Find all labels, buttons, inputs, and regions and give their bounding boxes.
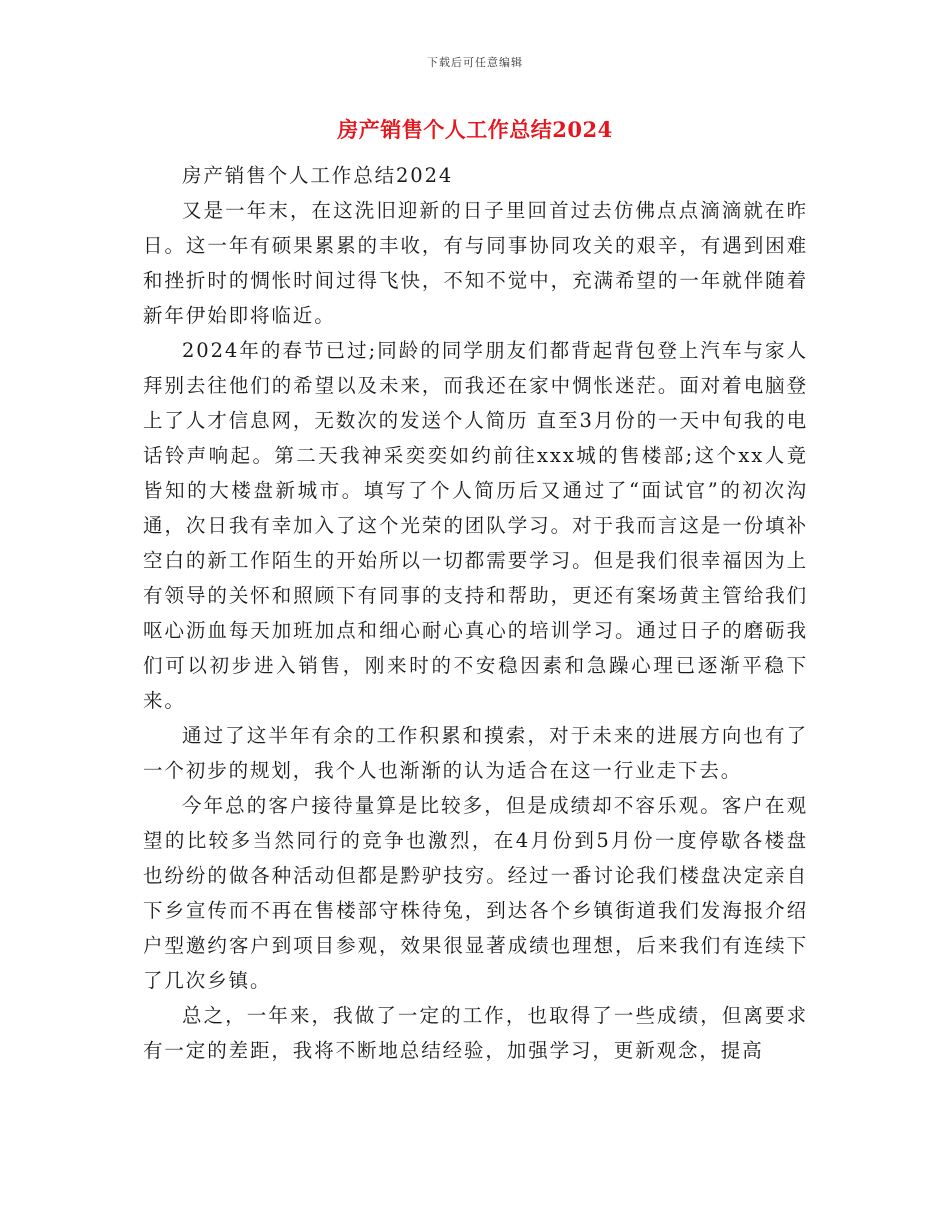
document-body bbox=[143, 158, 808, 1068]
body-paragraph: 总之，一年来，我做了一定的工作，也取得了一些成绩，但离要求有一定的差距，我将不断地总结经验，加强学习，更新观念，提高 bbox=[143, 1004, 808, 1062]
body-paragraph: 房产销售个人工作总结2024 bbox=[182, 164, 454, 187]
document-title: 房产销售个人工作总结2024 bbox=[337, 117, 613, 142]
body-paragraph: 2024年的春节已过;同龄的同学朋友们都背起背包登上汽车与家人拜别去往他们的希望以及未来，而我还在家中惆怅迷茫。面对着电脑登上了人才信息网，无数次的发送个人简历 直至3月份的一天中旬我的电话铃声响起。第二天我神采奕奕如约前往xxx城的售楼部;这个xx人竟皆知的大楼盘新城市。填写了个人简历后又通过了“面试官”的初次沟通，次日我有幸加入了这个光荣的团队学习。对于我而言这是一份填补空白的新工作陌生的开始所以一切都需要学习。但是我们很幸福因为上有领导的关怀和照顾下有同事的支持和帮助，更还有案场黄主管给我们呕心沥血每天加班加点和细心耐心真心的培训学习。通过日子的磨砺我们可以初步进入销售，刚来时的不安稳因素和急躁心理已逐渐平稳下来。 bbox=[143, 339, 808, 712]
body-paragraph: 今年总的客户接待量算是比较多，但是成绩却不容乐观。客户在观望的比较多当然同行的竞争也激烈，在4月份到5月份一度停歇各楼盘也纷纷的做各种活动但都是黔驴技穷。经过一番讨论我们楼盘决定亲自下乡宣传而不再在售楼部守株待兔，到达各个乡镇街道我们发海报介绍户型邀约客户到项目参观，效果很显著成绩也理想，后来我们有连续下了几次乡镇。 bbox=[143, 794, 808, 992]
header-note: 下载后可任意编辑 bbox=[427, 56, 523, 69]
body-paragraph: 通过了这半年有余的工作积累和摸索，对于未来的进展方向也有了一个初步的规划，我个人也渐渐的认为适合在这一行业走下去。 bbox=[143, 724, 808, 782]
body-paragraph: 又是一年末，在这洗旧迎新的日子里回首过去仿佛点点滴滴就在昨日。这一年有硕果累累的丰收，有与同事协同攻关的艰辛，有遇到困难和挫折时的惆怅时间过得飞快，不知不觉中，充满希望的一年就伴随着新年伊始即将临近。 bbox=[143, 199, 808, 327]
